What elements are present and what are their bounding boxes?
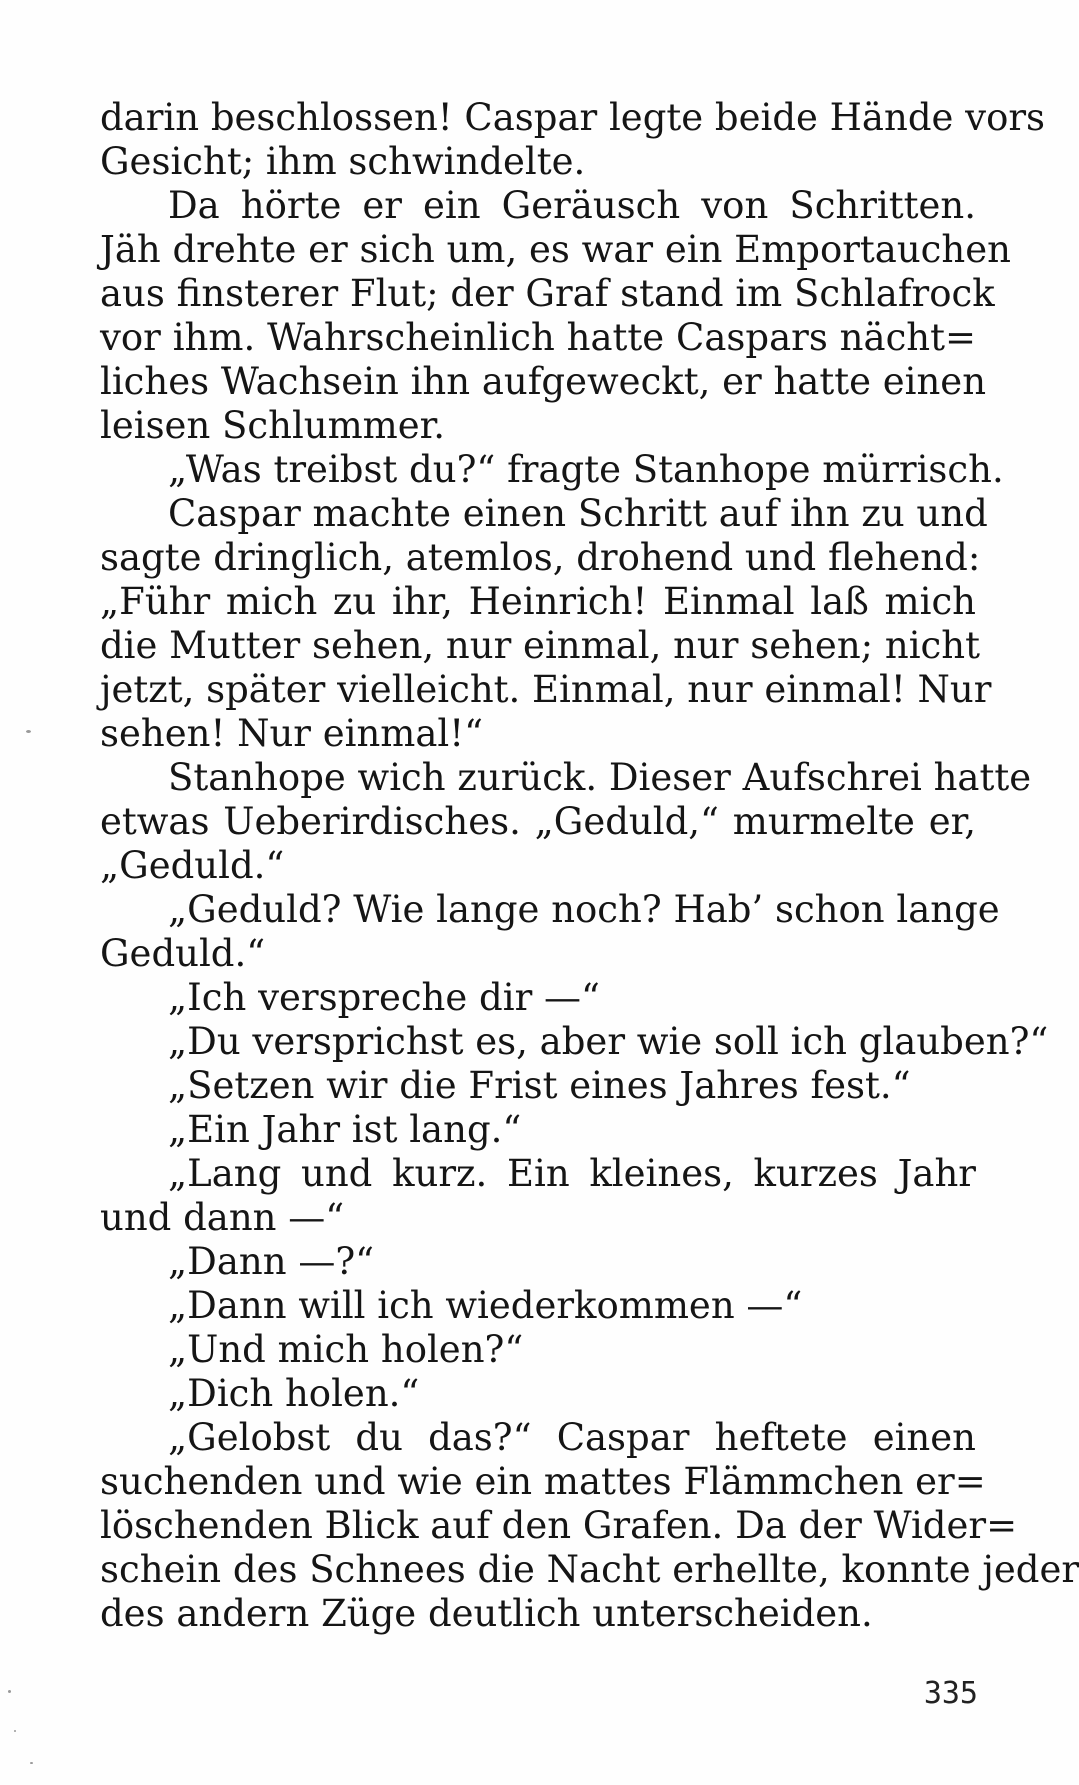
text-line: sehen! Nur einmal!“ [100,712,484,755]
text-line: liches Wachsein ihn aufgeweckt, er hatte einen [100,360,987,403]
paper-speck [26,730,31,733]
paper-speck [14,1730,16,1732]
text-line: die Mutter sehen, nur einmal, nur sehen; nicht [100,624,980,667]
text-line: „Dann will ich wiederkommen —“ [168,1284,803,1327]
text-line: des andern Züge deutlich unterscheiden. [100,1592,873,1635]
text-line: „Ein Jahr ist lang.“ [168,1108,522,1151]
text-line: schein des Schnees die Nacht erhellte, konnte jeder [100,1548,1079,1591]
paper-speck [30,1762,33,1764]
text-line: Caspar machte einen Schritt auf ihn zu und [168,492,988,535]
text-line: vor ihm. Wahrscheinlich hatte Caspars nächt= [100,316,976,359]
text-line: „Geduld.“ [100,844,285,887]
text-line: „Setzen wir die Frist eines Jahres fest.“ [168,1064,911,1107]
text-line: „Was treibst du?“ fragte Stanhope mürrisch. [168,448,1004,491]
body-text [100,96,1079,1636]
text-line: löschenden Blick auf den Grafen. Da der Wider= [100,1504,1018,1547]
text-line: Geduld.“ [100,932,266,975]
text-line: darin beschlossen! Caspar legte beide Hände vors [100,96,1046,139]
text-line: „Lang und kurz. Ein kleines, kurzes Jahr [168,1152,976,1195]
text-line: etwas Ueberirdisches. „Geduld,“ murmelte er, [100,800,976,843]
text-line: „Dich holen.“ [168,1372,420,1415]
text-line: suchenden und wie ein mattes Flämmchen er= [100,1460,986,1503]
text-line: „Ich verspreche dir —“ [168,976,600,1019]
page-number: 335 [923,1676,978,1711]
text-line: „Du versprichst es, aber wie soll ich glauben?“ [168,1020,1049,1063]
text-line: leisen Schlummer. [100,404,446,447]
paper-speck [8,1690,11,1693]
text-line: Jäh drehte er sich um, es war ein Emportauchen [100,228,1011,271]
text-line: aus finsterer Flut; der Graf stand im Schlafrock [100,272,995,315]
text-line: sagte dringlich, atemlos, drohend und flehend: [100,536,981,579]
text-line: Da hörte er ein Geräusch von Schritten. [168,184,976,227]
text-line: „Dann —?“ [168,1240,375,1283]
text-line: Stanhope wich zurück. Dieser Aufschrei hatte [168,756,1032,799]
text-line: Gesicht; ihm schwindelte. [100,140,586,183]
text-line: „Geduld? Wie lange noch? Hab’ schon lange [168,888,1000,931]
text-line: und dann —“ [100,1196,345,1239]
text-line: „Und mich holen?“ [168,1328,524,1371]
text-line: „Gelobst du das?“ Caspar heftete einen [168,1416,976,1459]
text-line: „Führ mich zu ihr, Heinrich! Einmal laß mich [100,580,976,623]
text-line: jetzt, später vielleicht. Einmal, nur einmal! Nur [100,668,992,711]
